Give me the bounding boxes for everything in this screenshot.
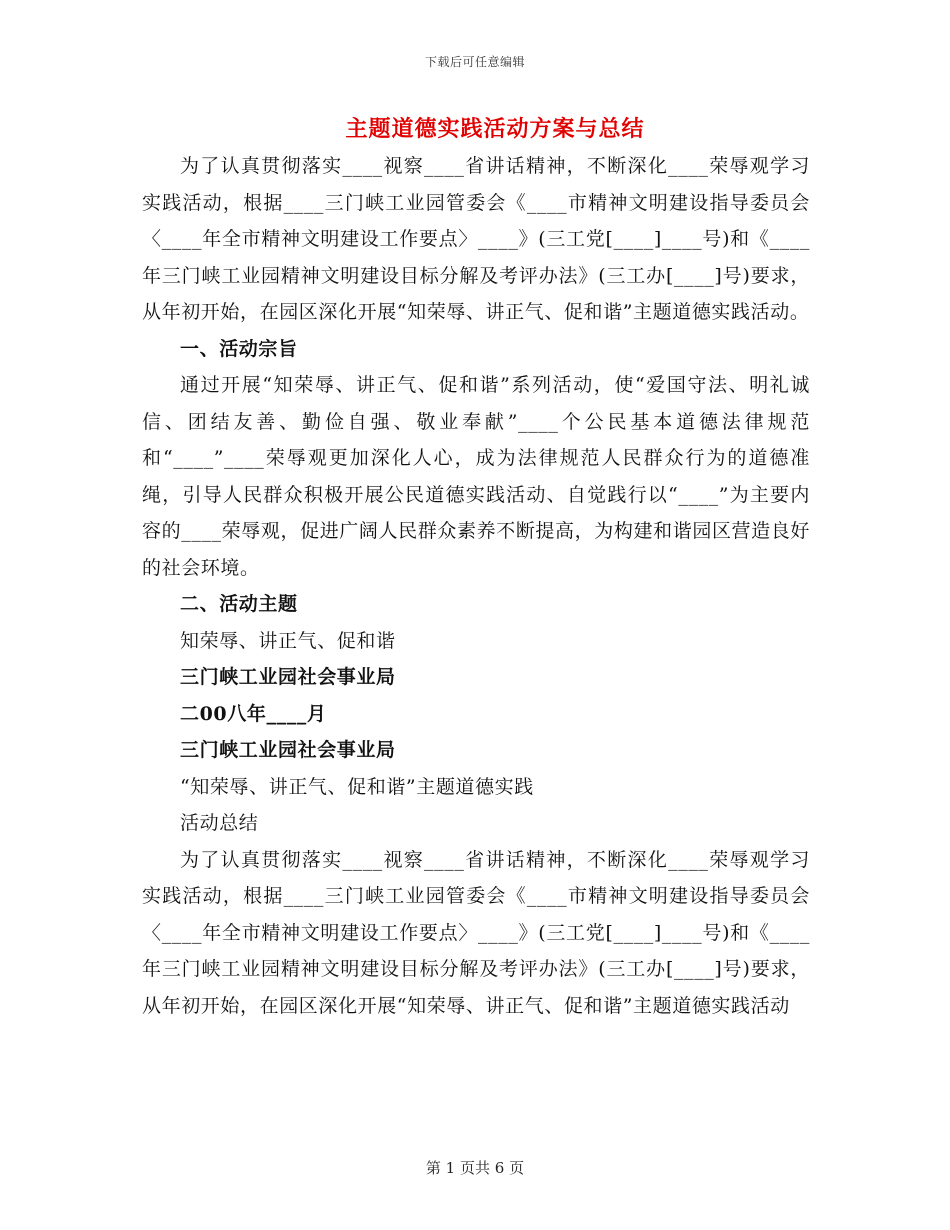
organization-line-1: 三门峡工业园社会事业局 <box>180 666 396 688</box>
organization-line-2: 三门峡工业园社会事业局 <box>180 739 396 761</box>
intro-paragraph: 为了认真贯彻落实____视察____省讲话精神，不断深化____荣辱观学习实践活动，根据____三门峡工业园管委会《____市精神文明建设指导委员会〈____年全市精神文明建设工作要点〉____》(三工党[____]____号)和《____年三门峡工业园精神文明建设目标分解及考评办法》(三工办[____]号)要求，从年初开始，在园区深化开展“知荣辱、讲正气、促和谐”主题道德实践活动。 <box>142 155 810 323</box>
summary-title-line-1: “知荣辱、讲正气、促和谐”主题道德实践 <box>180 775 534 798</box>
purpose-paragraph: 通过开展“知荣辱、讲正气、促和谐”系列活动，使“爱国守法、明礼诚信、团结友善、勤俭自强、敬业奉献”____个公民基本道德法律规范和“____”____荣辱观更加深化人心，成为法律规范人民群众行为的道德准绳，引导人民群众积极开展公民道德实践活动、自觉践行以“____”为主要内容的____荣辱观，促进广阔人民群众素养不断提高，为构建和谐园区营造良好的社会环境。 <box>142 374 810 579</box>
section-heading-theme: 二、活动主题 <box>180 593 298 615</box>
document-body <box>142 148 810 1024</box>
date-line: 二00八年____月 <box>180 702 327 725</box>
header-note: 下载后可任意编辑 <box>424 55 525 69</box>
theme-text: 知荣辱、讲正气、促和谐 <box>180 629 396 652</box>
summary-title-line-2: 活动总结 <box>180 812 259 834</box>
page-footer: 第 1 页共 6 页 <box>425 1159 525 1177</box>
section-heading-purpose: 一、活动宗旨 <box>180 337 298 360</box>
document-title: 主题道德实践活动方案与总结 <box>345 116 645 142</box>
summary-paragraph: 为了认真贯彻落实____视察____省讲话精神，不断深化____荣辱观学习实践活动，根据____三门峡工业园管委会《____市精神文明建设指导委员会〈____年全市精神文明建设工作要点〉____》(三工党[____]____号)和《____年三门峡工业园精神文明建设目标分解及考评办法》(三工办[____]号)要求，从年初开始，在园区深化开展“知荣辱、讲正气、促和谐”主题道德实践活动 <box>142 848 810 1017</box>
